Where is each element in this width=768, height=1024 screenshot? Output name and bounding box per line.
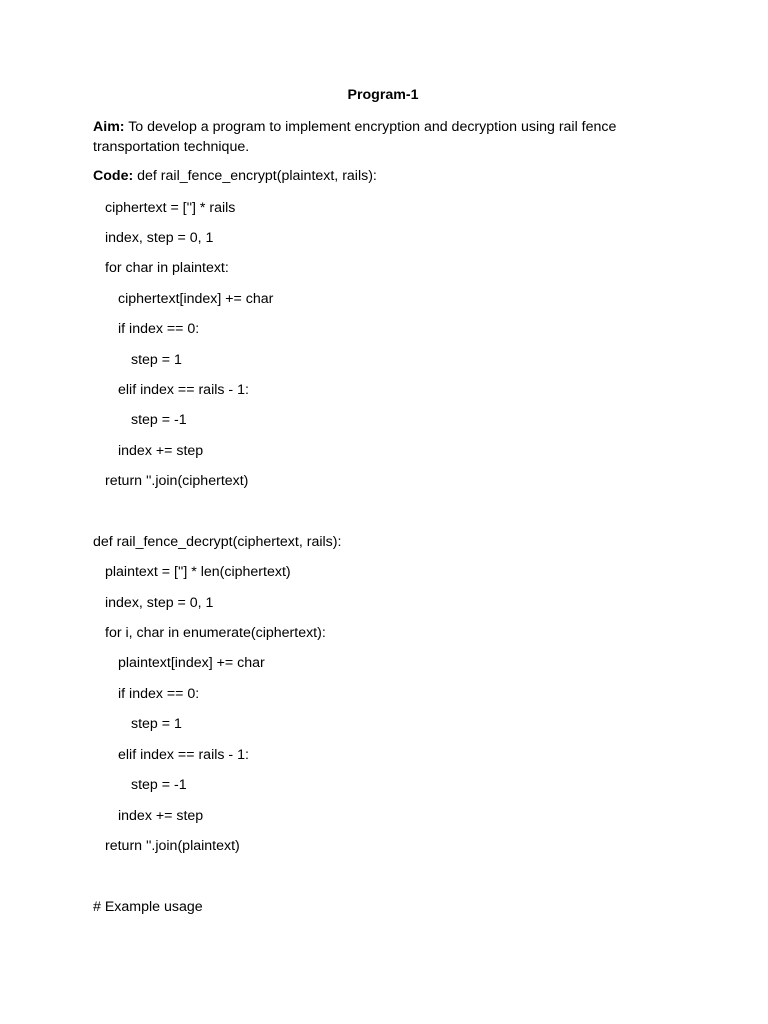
code-line: step = 1 [131,352,182,368]
aim-label: Aim: [93,119,125,135]
code-line: index += step [118,808,204,824]
code-comment: # Example usage [93,899,203,915]
code-line: index, step = 0, 1 [105,595,214,611]
code-line: step = -1 [131,412,187,428]
page-title: Program-1 [347,87,419,103]
code-line: if index == 0: [118,321,200,337]
code-line: for i, char in enumerate(ciphertext): [105,625,326,641]
code-line: step = -1 [131,777,187,793]
code-line: index, step = 0, 1 [105,230,214,246]
code-line: ciphertext[index] += char [118,291,274,307]
code-line: plaintext = [''] * len(ciphertext) [105,564,291,580]
code-label: Code: [93,168,134,184]
code-line: step = 1 [131,716,182,732]
aim-text: To develop a program to implement encryption and decryption using rail fence transportation technique. [93,119,617,155]
code-line: index += step [118,443,204,459]
code-line: if index == 0: [118,686,200,702]
code-line: elif index == rails - 1: [118,747,249,763]
code-line: plaintext[index] += char [118,655,265,671]
code-line: def rail_fence_encrypt(plaintext, rails): [133,168,377,184]
code-heading [93,168,377,184]
code-line: return ''.join(plaintext) [105,838,240,854]
aim-paragraph [93,117,683,157]
code-line: ciphertext = [''] * rails [105,200,236,216]
code-line: elif index == rails - 1: [118,382,249,398]
code-line: def rail_fence_decrypt(ciphertext, rails): [93,534,342,550]
code-line: for char in plaintext: [105,260,229,276]
code-line: return ''.join(ciphertext) [105,473,249,489]
